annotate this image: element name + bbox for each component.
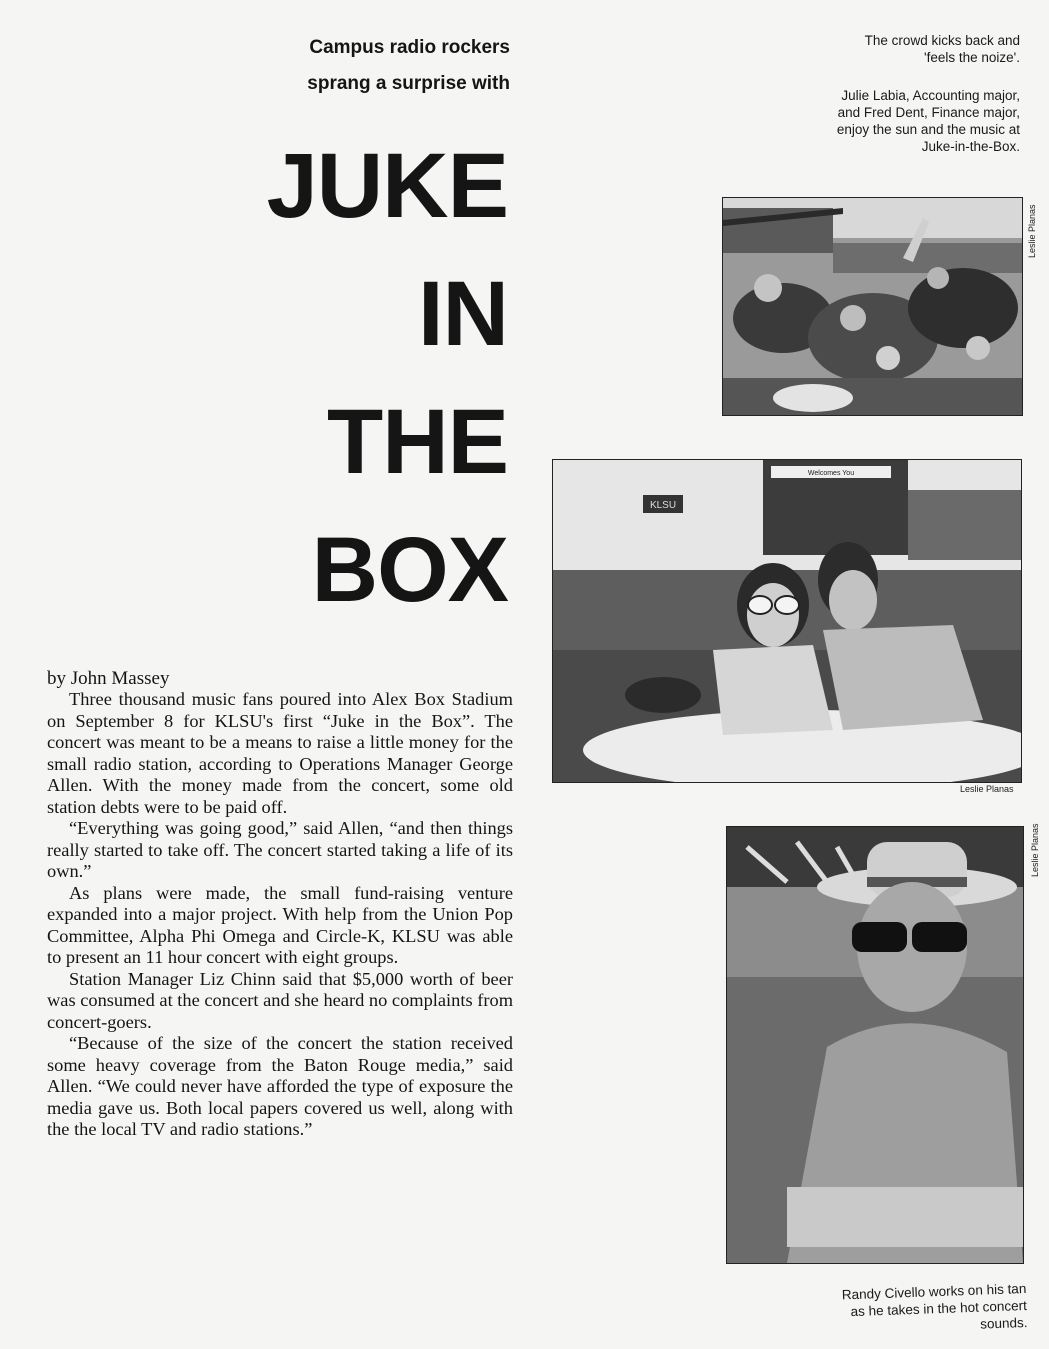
- caption-couple-line-4: Juke-in-the-Box.: [921, 139, 1020, 154]
- caption-couple-line-2: and Fred Dent, Finance major,: [837, 105, 1020, 120]
- caption-couple: [760, 87, 1020, 155]
- article-paragraph: Station Manager Liz Chinn said that $5,000 worth of beer was consumed at the concert and she heard no complaints from concert-goers.: [47, 968, 513, 1032]
- stage-sign-text: KLSU: [649, 500, 677, 511]
- headline: [180, 135, 508, 621]
- photo-couple: [552, 459, 1022, 783]
- caption-couple-line-1: Julie Labia, Accounting major,: [841, 88, 1020, 103]
- kicker-line-1: Campus radio rockers: [309, 37, 510, 58]
- credit-photo-couple: Leslie Planas: [960, 784, 1014, 794]
- caption-randy-line-3: sounds.: [979, 1314, 1028, 1332]
- kicker: [200, 30, 510, 102]
- byline: by John Massey: [47, 668, 170, 689]
- article-paragraph: Three thousand music fans poured into Alex Box Stadium on September 8 for KLSU's first “Juke in the Box”. The concert was meant to be a means to raise a little money for the small radio station, according to Operations Manager George Allen. With the money made from the concert, some old station debts were to be paid off.: [47, 689, 513, 817]
- kicker-line-2: sprang a surprise with: [307, 73, 510, 94]
- headline-box: BOX: [311, 519, 508, 621]
- banner-text: Welcomes You: [807, 470, 855, 477]
- caption-crowd-line-2: 'feels the noize'.: [924, 50, 1020, 65]
- photo-randy: [726, 826, 1024, 1264]
- caption-couple-line-3: enjoy the sun and the music at: [836, 122, 1020, 137]
- photo-crowd: [722, 197, 1023, 416]
- caption-crowd-line-1: The crowd kicks back and: [864, 33, 1020, 48]
- article-body: [47, 668, 513, 1141]
- article-paragraph: “Everything was going good,” said Allen, “and then things really started to take off. The concert started taking a life of its own.”: [47, 818, 513, 881]
- credit-photo-randy: Leslie Planas: [1030, 823, 1040, 877]
- article-paragraph: As plans were made, the small fund-raising venture expanded into a major project. With help from the Union Pop Committee, Alpha Phi Omega and Circle-K, KLSU was able to present an 11 hour concert with eight groups.: [47, 882, 513, 967]
- headline-juke: JUKE: [266, 135, 508, 237]
- headline-the: THE: [327, 391, 508, 493]
- headline-in: IN: [418, 263, 508, 365]
- credit-photo-crowd: Leslie Planas: [1027, 204, 1037, 258]
- caption-randy: [760, 1280, 1028, 1340]
- caption-crowd: [760, 32, 1020, 66]
- caption-randy-line-1: Randy Civello works on his tan: [841, 1280, 1027, 1303]
- article-paragraph: “Because of the size of the concert the station received some heavy coverage from the Baton Rouge media,” said Allen. “We could never have afforded the type of exposure the media gave us. Both local papers covered us well, along with the the local TV and radio stations.”: [47, 1033, 513, 1139]
- caption-randy-line-2: as he takes in the hot concert: [850, 1297, 1028, 1320]
